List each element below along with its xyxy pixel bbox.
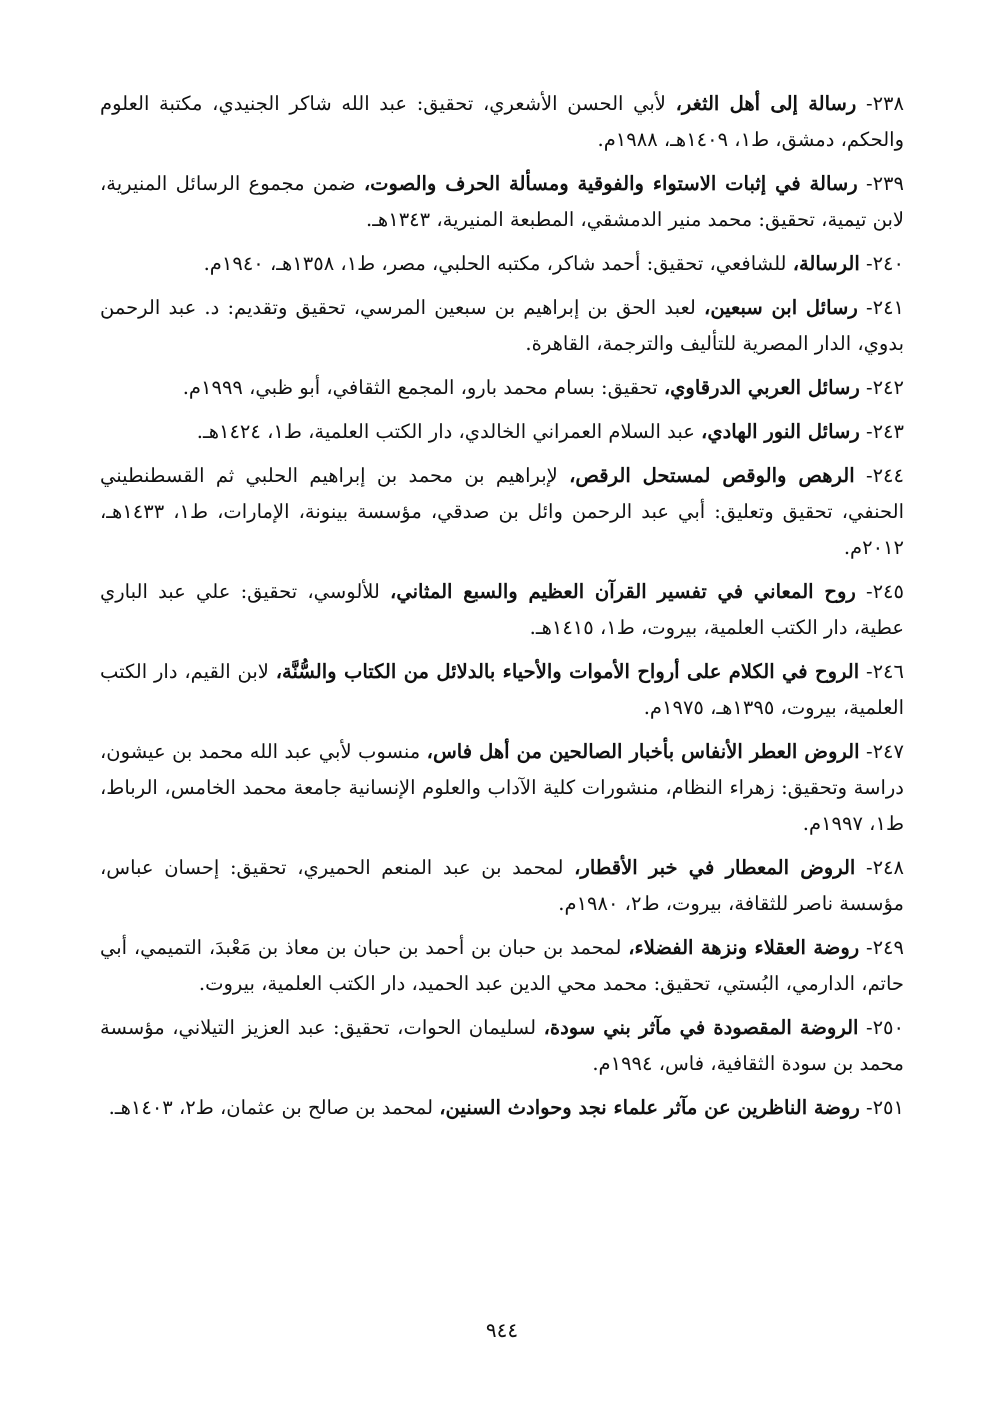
bibliography-entry-247 — [100, 734, 904, 842]
entry-details: للألوسي، تحقيق: علي عبد الباري عطية، دار الكتب العلمية، بيروت، ط١، ١٤١٥هـ. — [100, 580, 904, 639]
bibliography-entry-246 — [100, 654, 904, 726]
entry-number: ٢٤٢- — [859, 376, 904, 399]
entry-details: منسوب لأبي عبد الله محمد بن عيشون، دراسة وتحقيق: زهراء النظام، منشورات كلية الآداب والعلوم الإنسانية جامعة محمد الخامس، الرباط، ط١، ١٩٩٧م. — [100, 740, 904, 835]
entry-title: روح المعاني في تفسير القرآن العظيم والسبع المثاني، — [390, 580, 856, 603]
entry-details: للشافعي، تحقيق: أحمد شاكر، مكتبه الحلبي، مصر، ط١، ١٣٥٨هـ، ١٩٤٠م. — [203, 252, 793, 275]
entry-number: ٢٤٠- — [859, 252, 904, 275]
page-number: ٩٤٤ — [485, 1318, 519, 1342]
entry-number: ٢٥٠- — [858, 1016, 904, 1039]
bibliography-entry-243 — [100, 414, 904, 450]
entry-number: ٢٤٦- — [859, 660, 904, 683]
bibliography-entry-251 — [100, 1090, 904, 1126]
entry-details: لعبد الحق بن إبراهيم بن سبعين المرسي، تحقيق وتقديم: د. عبد الرحمن بدوي، الدار المصرية للتأليف والترجمة، القاهرة. — [100, 296, 904, 355]
bibliography-entry-240 — [100, 246, 904, 282]
entry-number: ٢٤٧- — [859, 740, 904, 763]
entry-title: روضة العقلاء ونزهة الفضلاء، — [628, 936, 860, 959]
entry-details: لإبراهيم بن محمد بن إبراهيم الحلبي ثم القسطنطيني الحنفي، تحقيق وتعليق: أبي عبد الرحمن وائل بن صدقي، مؤسسة بينونة، الإمارات، ط١، ١٤٣٣هـ، ٢٠١٢م. — [100, 464, 904, 559]
bibliography-page — [100, 86, 904, 1134]
entry-title: روضة الناظرين عن مآثر علماء نجد وحوادث السنين، — [439, 1096, 860, 1119]
entry-title: الروح في الكلام على أرواح الأموات والأحياء بالدلائل من الكتاب والسُّنَّة، — [275, 660, 860, 683]
entry-title: الروضة المقصودة في مآثر بني سودة، — [543, 1016, 859, 1039]
bibliography-entry-249 — [100, 930, 904, 1002]
entry-number: ٢٤١- — [857, 296, 905, 319]
entry-number: ٢٤٥- — [855, 580, 904, 603]
entry-details: لمحمد بن عبد المنعم الحميري، تحقيق: إحسان عباس، مؤسسة ناصر للثقافة، بيروت، ط٢، ١٩٨٠م. — [100, 856, 904, 915]
entry-number: ٢٤٤- — [854, 464, 904, 487]
entry-title: الرهص والوقص لمستحل الرقص، — [569, 464, 855, 487]
entry-number: ٢٣٨- — [856, 92, 904, 115]
entry-title: الروض العطر الأنفاس بأخبار الصالحين من أهل فاس، — [426, 740, 860, 763]
entry-number: ٢٤٣- — [859, 420, 904, 443]
entry-title: رسالة إلى أهل الثغر، — [675, 92, 857, 115]
entry-number: ٢٤٩- — [859, 936, 904, 959]
entry-title: رسائل النور الهادي، — [701, 420, 860, 443]
entry-number: ٢٣٩- — [857, 172, 904, 195]
bibliography-entry-244 — [100, 458, 904, 566]
entry-title: رسائل العربي الدرقاوي، — [663, 376, 860, 399]
entry-details: تحقيق: بسام محمد بارو، المجمع الثقافي، أبو ظبي، ١٩٩٩م. — [182, 376, 664, 399]
bibliography-entry-241 — [100, 290, 904, 362]
entry-details: لابن القيم، دار الكتب العلمية، بيروت، ١٣٩٥هـ، ١٩٧٥م. — [100, 660, 904, 719]
entry-details: لسليمان الحوات، تحقيق: عبد العزيز التيلاني، مؤسسة محمد بن سودة الثقافية، فاس، ١٩٩٤م. — [100, 1016, 904, 1075]
entry-number: ٢٥١- — [859, 1096, 904, 1119]
bibliography-entry-248 — [100, 850, 904, 922]
entry-details: ضمن مجموع الرسائل المنيرية، لابن تيمية، تحقيق: محمد منير الدمشقي، المطبعة المنيرية، ١٣٤٣هـ. — [100, 172, 904, 231]
entry-details: لمحمد بن حبان بن أحمد بن حبان بن معاذ بن مَعْبدَ، التميمي، أبي حاتم، الدارمي، البُستي، تحقيق: محمد محي الدين عبد الحميد، دار الكتب العلمية، بيروت. — [100, 936, 904, 995]
entry-title: رسالة في إثبات الاستواء والفوقية ومسألة الحرف والصوت، — [363, 172, 858, 195]
entry-details: لأبي الحسن الأشعري، تحقيق: عبد الله شاكر الجنيدي، مكتبة العلوم والحكم، دمشق، ط١، ١٤٠٩هـ، ١٩٨٨م. — [100, 92, 904, 151]
bibliography-entry-238 — [100, 86, 904, 158]
entry-title: رسائل ابن سبعين، — [704, 296, 858, 319]
bibliography-entry-239 — [100, 166, 904, 238]
entry-details: لمحمد بن صالح بن عثمان، ط٢، ١٤٠٣هـ. — [108, 1096, 440, 1119]
bibliography-entry-250 — [100, 1010, 904, 1082]
bibliography-entry-245 — [100, 574, 904, 646]
bibliography-entry-242 — [100, 370, 904, 406]
entry-details: عبد السلام العمراني الخالدي، دار الكتب العلمية، ط١، ١٤٢٤هـ. — [196, 420, 702, 443]
entry-title: الروض المعطار في خبر الأقطار، — [574, 856, 856, 879]
entry-title: الرسالة، — [792, 252, 860, 275]
entry-number: ٢٤٨- — [855, 856, 904, 879]
